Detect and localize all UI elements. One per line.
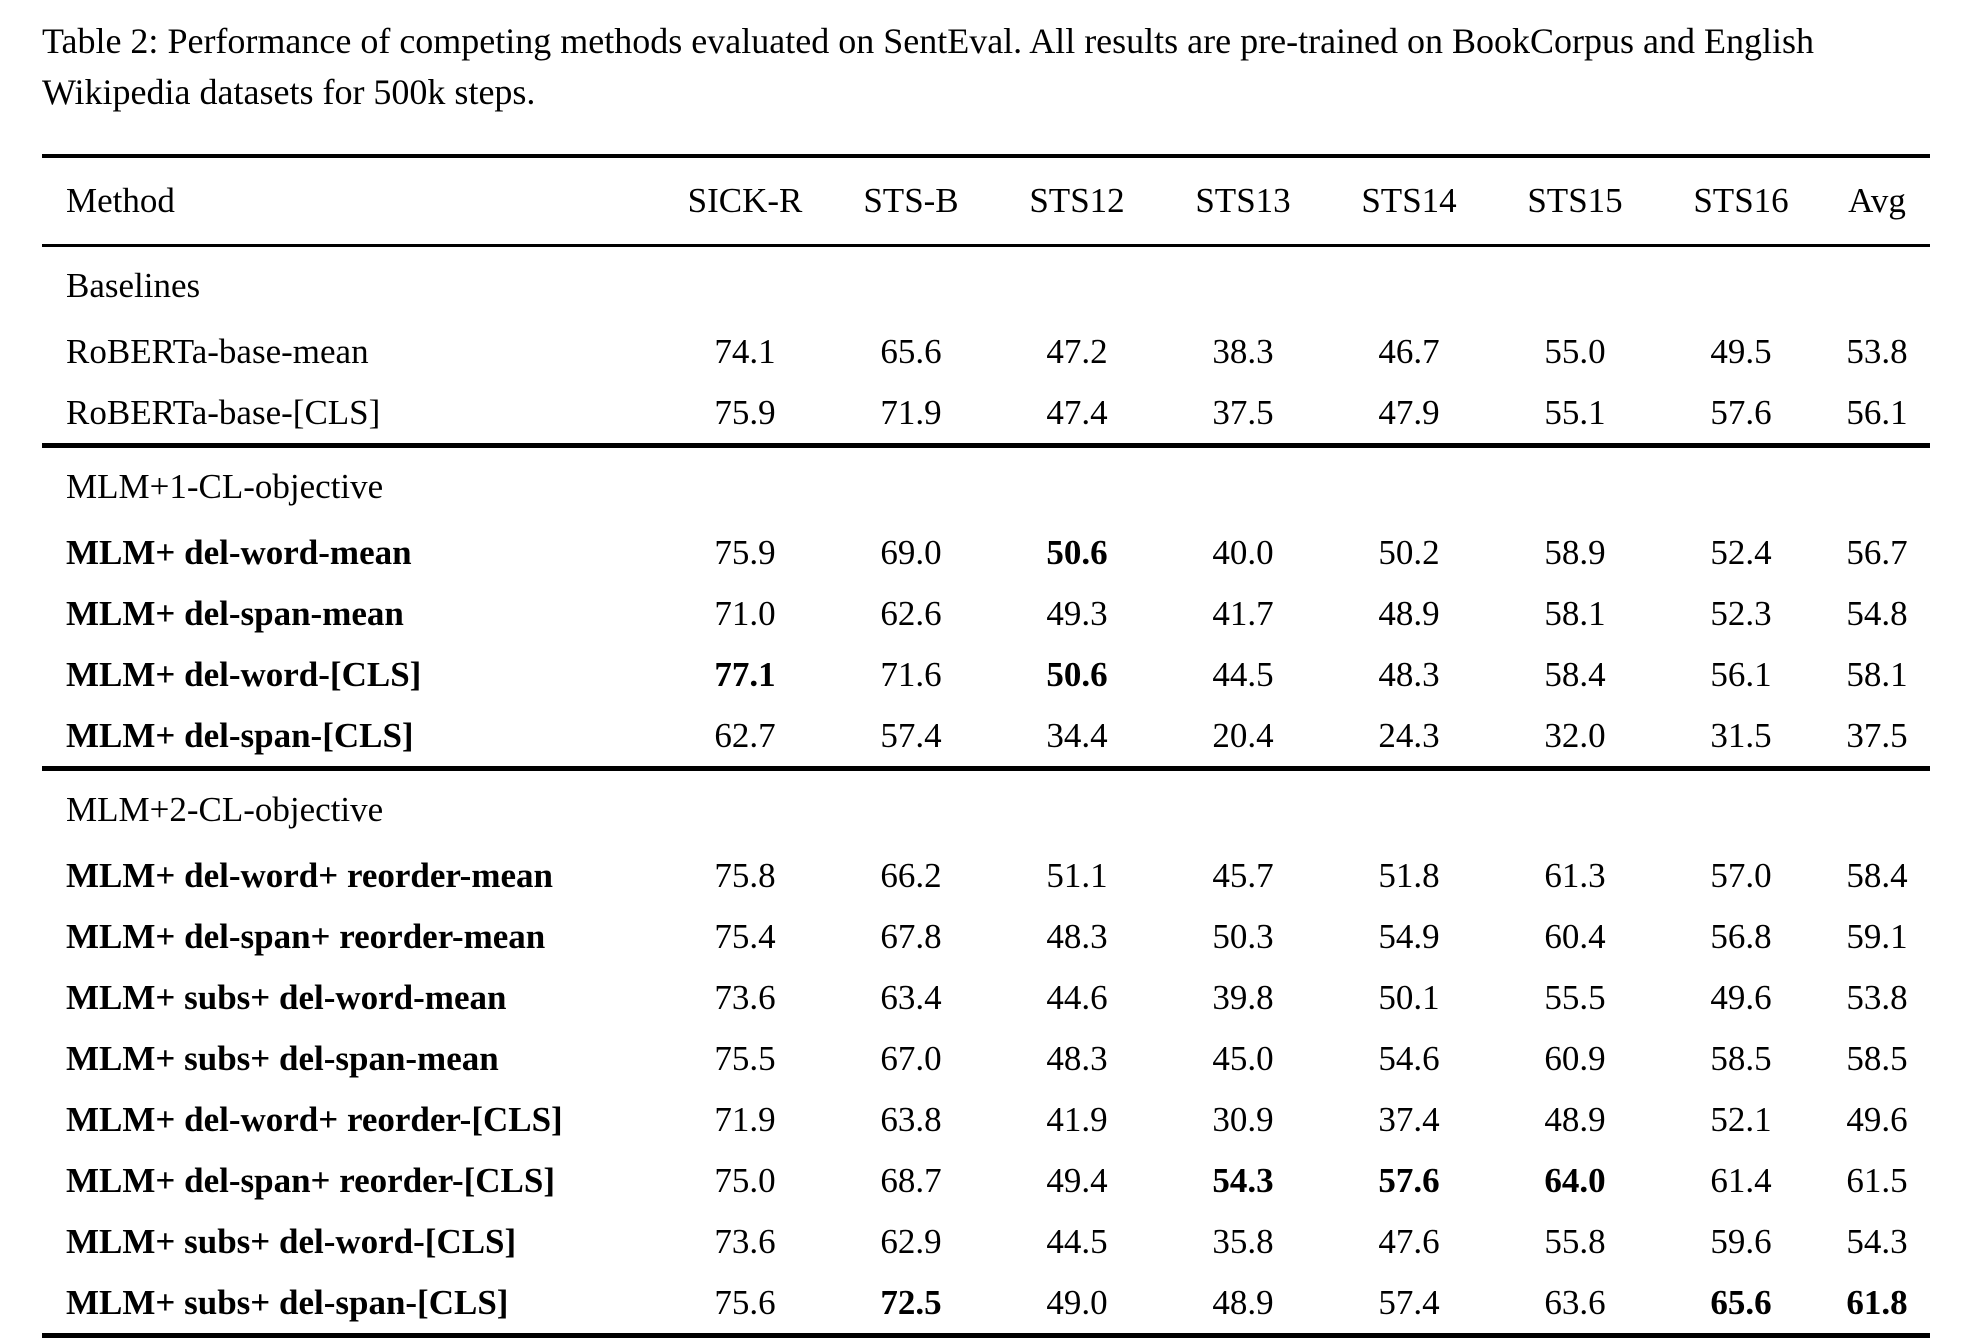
method-cell: MLM+ del-word-mean [66, 532, 412, 572]
value-cell: 57.6 [1378, 1160, 1440, 1200]
value-cell: 72.5 [880, 1282, 942, 1322]
value-cell: 48.3 [1378, 654, 1440, 694]
column-header-sts13: STS13 [1195, 181, 1291, 221]
value-cell: 48.3 [1046, 1038, 1108, 1078]
value-cell: 57.4 [880, 715, 942, 755]
value-cell: 75.6 [714, 1282, 776, 1322]
value-cell: 45.7 [1212, 855, 1274, 895]
value-cell: 69.0 [880, 532, 942, 572]
value-cell: 40.0 [1212, 532, 1274, 572]
value-cell: 20.4 [1212, 715, 1274, 755]
value-cell: 54.3 [1846, 1221, 1908, 1261]
table-row [42, 1211, 1930, 1272]
value-cell: 41.7 [1212, 593, 1274, 633]
method-cell: RoBERTa-base-mean [66, 331, 369, 371]
value-cell: 64.0 [1544, 1160, 1606, 1200]
value-cell: 56.1 [1846, 392, 1908, 432]
value-cell: 61.8 [1846, 1282, 1908, 1322]
value-cell: 54.3 [1212, 1160, 1274, 1200]
method-cell: MLM+ subs+ del-word-mean [66, 977, 507, 1017]
value-cell: 55.1 [1544, 392, 1606, 432]
value-cell: 58.4 [1544, 654, 1606, 694]
value-cell: 50.6 [1046, 654, 1108, 694]
table-row [42, 906, 1930, 967]
value-cell: 58.5 [1846, 1038, 1908, 1078]
value-cell: 61.3 [1544, 855, 1606, 895]
value-cell: 47.2 [1046, 331, 1108, 371]
value-cell: 63.8 [880, 1099, 942, 1139]
value-cell: 41.9 [1046, 1099, 1108, 1139]
method-cell: RoBERTa-base-[CLS] [66, 392, 381, 432]
value-cell: 73.6 [714, 1221, 776, 1261]
value-cell: 67.8 [880, 916, 942, 956]
value-cell: 54.6 [1378, 1038, 1440, 1078]
column-header-sts14: STS14 [1361, 181, 1457, 221]
value-cell: 45.0 [1212, 1038, 1274, 1078]
header-row [42, 156, 1930, 246]
value-cell: 49.3 [1046, 593, 1108, 633]
value-cell: 49.5 [1710, 331, 1772, 371]
value-cell: 75.0 [714, 1160, 776, 1200]
column-header-sts15: STS15 [1527, 181, 1623, 221]
value-cell: 62.7 [714, 715, 776, 755]
value-cell: 35.8 [1212, 1221, 1274, 1261]
value-cell: 51.8 [1378, 855, 1440, 895]
value-cell: 58.1 [1846, 654, 1908, 694]
value-cell: 48.9 [1212, 1282, 1274, 1322]
table-caption: Table 2: Performance of competing methods evaluated on SentEval. All results are pre-trained on BookCorpus and English Wikipedia datasets for 500k steps. [42, 21, 1815, 113]
column-header-sick-r: SICK-R [687, 181, 803, 221]
method-cell: MLM+ del-word-[CLS] [66, 654, 422, 694]
section-label: Baselines [66, 266, 201, 306]
value-cell: 50.3 [1212, 916, 1274, 956]
value-cell: 49.0 [1046, 1282, 1108, 1322]
column-header-sts-b: STS-B [863, 181, 959, 221]
value-cell: 71.9 [714, 1099, 776, 1139]
value-cell: 55.5 [1544, 977, 1606, 1017]
method-cell: MLM+ del-span+ reorder-mean [66, 916, 546, 956]
value-cell: 59.1 [1846, 916, 1908, 956]
value-cell: 68.7 [880, 1160, 942, 1200]
section-header-row [42, 769, 1930, 846]
table-row [42, 1150, 1930, 1211]
value-cell: 52.3 [1710, 593, 1772, 633]
value-cell: 52.1 [1710, 1099, 1772, 1139]
value-cell: 75.9 [714, 532, 776, 572]
value-cell: 55.0 [1544, 331, 1606, 371]
value-cell: 30.9 [1212, 1099, 1274, 1139]
method-cell: MLM+ subs+ del-span-[CLS] [66, 1282, 509, 1322]
column-header-method: Method [66, 181, 175, 221]
table-row [42, 382, 1930, 446]
value-cell: 48.9 [1544, 1099, 1606, 1139]
value-cell: 44.6 [1046, 977, 1108, 1017]
results-table [42, 154, 1930, 1338]
value-cell: 57.4 [1378, 1282, 1440, 1322]
value-cell: 53.8 [1846, 977, 1908, 1017]
value-cell: 58.5 [1710, 1038, 1772, 1078]
value-cell: 50.2 [1378, 532, 1440, 572]
value-cell: 54.9 [1378, 916, 1440, 956]
column-header-avg: Avg [1848, 181, 1906, 221]
value-cell: 61.5 [1846, 1160, 1908, 1200]
value-cell: 34.4 [1046, 715, 1108, 755]
value-cell: 38.3 [1212, 331, 1274, 371]
method-cell: MLM+ subs+ del-span-mean [66, 1038, 499, 1078]
value-cell: 59.6 [1710, 1221, 1772, 1261]
value-cell: 39.8 [1212, 977, 1274, 1017]
value-cell: 49.6 [1710, 977, 1772, 1017]
value-cell: 66.2 [880, 855, 942, 895]
value-cell: 31.5 [1710, 715, 1772, 755]
table-row [42, 845, 1930, 906]
value-cell: 67.0 [880, 1038, 942, 1078]
column-header-sts16: STS16 [1693, 181, 1789, 221]
table-row [42, 1272, 1930, 1336]
value-cell: 50.6 [1046, 532, 1108, 572]
value-cell: 51.1 [1046, 855, 1108, 895]
value-cell: 75.9 [714, 392, 776, 432]
method-cell: MLM+ del-span-[CLS] [66, 715, 414, 755]
column-header-sts12: STS12 [1029, 181, 1125, 221]
value-cell: 53.8 [1846, 331, 1908, 371]
value-cell: 65.6 [1710, 1282, 1772, 1322]
value-cell: 54.8 [1846, 593, 1908, 633]
section-header-row [42, 446, 1930, 523]
value-cell: 57.0 [1710, 855, 1772, 895]
table-row [42, 522, 1930, 583]
value-cell: 63.6 [1544, 1282, 1606, 1322]
table-row [42, 1028, 1930, 1089]
value-cell: 55.8 [1544, 1221, 1606, 1261]
value-cell: 47.6 [1378, 1221, 1440, 1261]
table-row [42, 705, 1930, 769]
table-row [42, 1089, 1930, 1150]
value-cell: 58.4 [1846, 855, 1908, 895]
value-cell: 65.6 [880, 331, 942, 371]
value-cell: 32.0 [1544, 715, 1606, 755]
value-cell: 56.7 [1846, 532, 1908, 572]
value-cell: 50.1 [1378, 977, 1440, 1017]
value-cell: 49.4 [1046, 1160, 1108, 1200]
value-cell: 74.1 [714, 331, 776, 371]
value-cell: 73.6 [714, 977, 776, 1017]
value-cell: 37.5 [1212, 392, 1274, 432]
value-cell: 58.1 [1544, 593, 1606, 633]
value-cell: 47.4 [1046, 392, 1108, 432]
value-cell: 71.0 [714, 593, 776, 633]
value-cell: 75.8 [714, 855, 776, 895]
section-label: MLM+1-CL-objective [66, 467, 384, 507]
value-cell: 71.6 [880, 654, 942, 694]
value-cell: 62.6 [880, 593, 942, 633]
value-cell: 48.3 [1046, 916, 1108, 956]
value-cell: 75.4 [714, 916, 776, 956]
section-header-row [42, 246, 1930, 322]
method-cell: MLM+ del-word+ reorder-mean [66, 855, 553, 895]
value-cell: 77.1 [714, 654, 776, 694]
value-cell: 60.4 [1544, 916, 1606, 956]
value-cell: 63.4 [880, 977, 942, 1017]
value-cell: 44.5 [1212, 654, 1274, 694]
table-row [42, 321, 1930, 382]
value-cell: 37.4 [1378, 1099, 1440, 1139]
value-cell: 52.4 [1710, 532, 1772, 572]
method-cell: MLM+ del-word+ reorder-[CLS] [66, 1099, 563, 1139]
value-cell: 71.9 [880, 392, 942, 432]
method-cell: MLM+ del-span+ reorder-[CLS] [66, 1160, 555, 1200]
value-cell: 49.6 [1846, 1099, 1908, 1139]
value-cell: 58.9 [1544, 532, 1606, 572]
value-cell: 46.7 [1378, 331, 1440, 371]
method-cell: MLM+ del-span-mean [66, 593, 404, 633]
value-cell: 24.3 [1378, 715, 1440, 755]
section-label: MLM+2-CL-objective [66, 790, 384, 830]
value-cell: 57.6 [1710, 392, 1772, 432]
value-cell: 48.9 [1378, 593, 1440, 633]
table-row [42, 967, 1930, 1028]
method-cell: MLM+ subs+ del-word-[CLS] [66, 1221, 517, 1261]
table-row [42, 583, 1930, 644]
value-cell: 56.8 [1710, 916, 1772, 956]
value-cell: 75.5 [714, 1038, 776, 1078]
value-cell: 61.4 [1710, 1160, 1772, 1200]
value-cell: 44.5 [1046, 1221, 1108, 1261]
value-cell: 60.9 [1544, 1038, 1606, 1078]
value-cell: 37.5 [1846, 715, 1908, 755]
value-cell: 62.9 [880, 1221, 942, 1261]
value-cell: 47.9 [1378, 392, 1440, 432]
table-row [42, 644, 1930, 705]
value-cell: 56.1 [1710, 654, 1772, 694]
